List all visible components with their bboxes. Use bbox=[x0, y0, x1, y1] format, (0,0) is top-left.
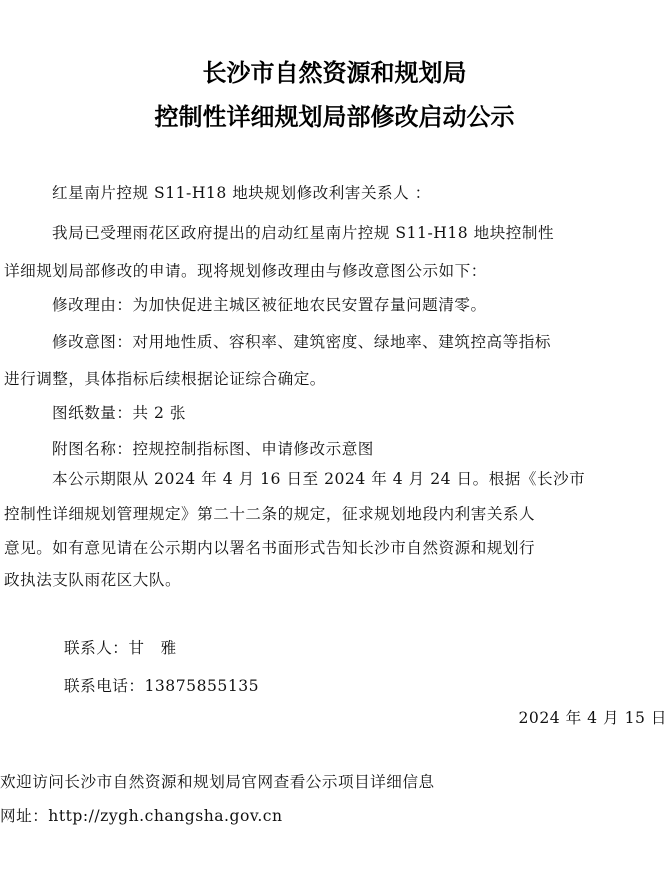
publicity-period-line-4: 政执法支队雨花区大队。 bbox=[4, 571, 182, 589]
modification-intent-line-1: 修改意图：对用地性质、容积率、建筑密度、绿地率、建筑控高等指标 bbox=[52, 333, 551, 351]
document-subtitle: 控制性详细规划局部修改启动公示 bbox=[154, 103, 515, 131]
publicity-period-line-1: 本公示期限从 2024 年 4 月 16 日至 2024 年 4 月 24 日。根据《长沙市 bbox=[52, 470, 586, 488]
publicity-period-line-3: 意见。如有意见请在公示期内以署名书面形式告知长沙市自然资源和规划行 bbox=[4, 539, 536, 557]
footer-visit-text: 欢迎访问长沙市自然资源和规划局官网查看公示项目详细信息 bbox=[0, 773, 435, 791]
intro-paragraph-line-2: 详细规划局部修改的申请。现将规划修改理由与修改意图公示如下： bbox=[4, 262, 487, 280]
salutation: 红星南片控规 S11-H18 地块规划修改利害关系人 ： bbox=[52, 184, 431, 202]
intro-paragraph-line-1: 我局已受理雨花区政府提出的启动红星南片控规 S11-H18 地块控制性 bbox=[52, 224, 555, 242]
document-title: 长沙市自然资源和规划局 bbox=[202, 59, 467, 87]
drawing-names: 附图名称：控规控制指标图、申请修改示意图 bbox=[52, 440, 374, 458]
document-date: 2024 年 4 月 15 日 bbox=[518, 709, 667, 727]
drawing-count: 图纸数量：共 2 张 bbox=[52, 404, 186, 422]
contact-person: 联系人：甘 雅 bbox=[64, 639, 177, 657]
footer-url[interactable]: 网址：http://zygh.changsha.gov.cn bbox=[0, 807, 283, 825]
modification-intent-line-2: 进行调整，具体指标后续根据论证综合确定。 bbox=[4, 370, 326, 388]
contact-phone: 联系电话：13875855135 bbox=[64, 677, 260, 695]
publicity-period-line-2: 控制性详细规划管理规定》第二十二条的规定，征求规划地段内利害关系人 bbox=[4, 505, 536, 523]
modification-reason: 修改理由：为加快促进主城区被征地农民安置存量问题清零。 bbox=[52, 296, 487, 314]
